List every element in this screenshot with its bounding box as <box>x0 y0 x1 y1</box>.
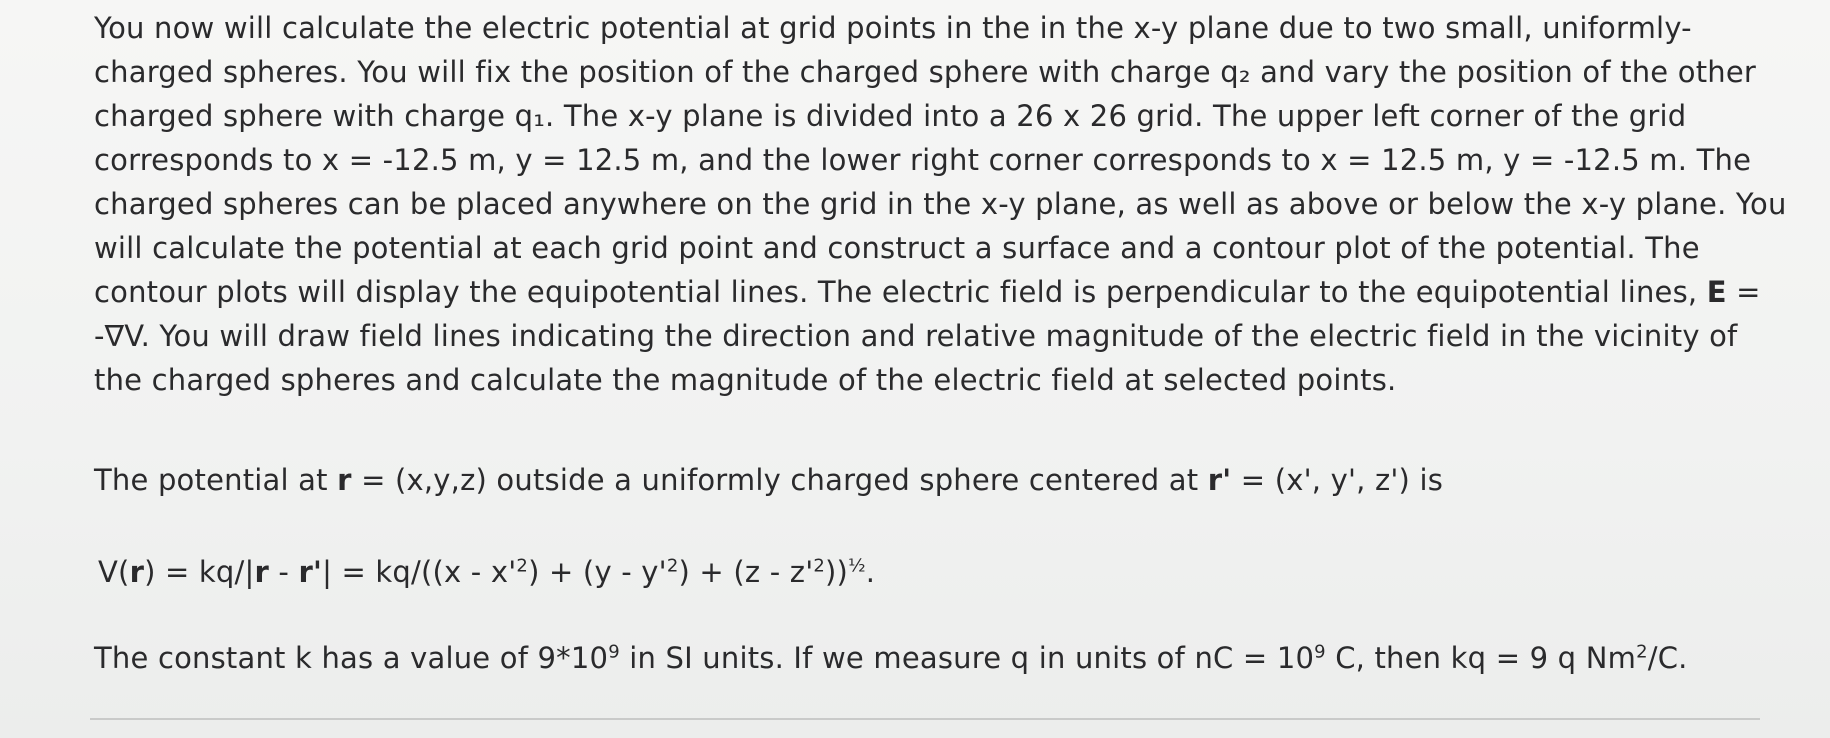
formula-part-1: V( <box>98 555 130 589</box>
formula-sup-3: 2 <box>813 555 826 577</box>
field-equals: = <box>1726 275 1761 309</box>
constant-part-1: The constant k has a value of 9*10 <box>94 641 609 675</box>
potential-prefix: The potential at <box>94 463 338 497</box>
intro-line-6: will calculate the potential at each grid point and construct a surface and a contour plot of the potential. The <box>94 231 1700 265</box>
constant-note <box>94 636 1784 680</box>
bottom-divider <box>90 718 1760 720</box>
constant-part-3: C, then kq = 9 q Nm <box>1325 641 1637 675</box>
formula-part-3: - <box>269 555 299 589</box>
grad-prefix: - <box>94 319 105 353</box>
potential-intro-sentence <box>94 458 1784 502</box>
formula-part-8: . <box>865 555 876 589</box>
intro-line-2: charged spheres. You will fix the position of the charged sphere with charge q₂ and vary the position of the other <box>94 55 1757 89</box>
formula-r-1: r <box>129 555 145 589</box>
formula-r-prime: r' <box>298 555 323 589</box>
intro-line-7-text: contour plots will display the equipotential lines. The electric field is perpendicular to the equipotential lines, <box>94 275 1698 309</box>
constant-part-2: in SI units. If we measure q in units of nC = 10 <box>619 641 1315 675</box>
intro-line-4: corresponds to x = -12.5 m, y = 12.5 m, and the lower right corner corresponds to x = 12.5 m, y = -12.5 m. The <box>94 143 1752 177</box>
formula-sup-2: 2 <box>666 555 679 577</box>
formula-part-4: | = kq/((x - x' <box>322 555 517 589</box>
intro-line-8 <box>94 314 1784 358</box>
formula-part-2: ) = kq/| <box>144 555 255 589</box>
intro-line-3: charged sphere with charge q₁. The x-y plane is divided into a 26 x 26 grid. The upper left corner of the grid <box>94 99 1687 133</box>
formula-part-5: ) + (y - y' <box>528 555 667 589</box>
potential-suffix: = (x', y', z') is <box>1231 463 1444 497</box>
intro-line-9: the charged spheres and calculate the magnitude of the electric field at selected points. <box>94 363 1397 397</box>
formula-sup-4: ½ <box>848 555 866 577</box>
intro-line-5: charged spheres can be placed anywhere on the grid in the x-y plane, as well as above or below the x-y plane. You <box>94 187 1787 221</box>
constant-exp-2: 9 <box>1314 641 1326 663</box>
potential-formula <box>98 550 1788 594</box>
intro-paragraph <box>94 6 1787 402</box>
formula-part-7: )) <box>825 555 849 589</box>
potential-middle: = (x,y,z) outside a uniformly charged sphere centered at <box>351 463 1208 497</box>
position-vector-r-prime: r' <box>1207 463 1232 497</box>
intro-line-8-text: ∇V. You will draw field lines indicating the direction and relative magnitude of the electric field in the vicinity of <box>104 319 1738 353</box>
formula-r-2: r <box>254 555 269 589</box>
constant-part-4: /C. <box>1647 641 1688 675</box>
constant-exp-1: 9 <box>608 641 620 663</box>
intro-line-7 <box>94 270 1784 314</box>
formula-sup-1: 2 <box>516 555 529 577</box>
intro-line-1: You now will calculate the electric potential at grid points in the in the x-y plane due to two small, uniformly- <box>94 11 1692 45</box>
constant-exp-3: 2 <box>1636 641 1648 663</box>
electric-field-symbol: E <box>1706 275 1727 309</box>
formula-part-6: ) + (z - z' <box>678 555 814 589</box>
position-vector-r: r <box>337 463 352 497</box>
